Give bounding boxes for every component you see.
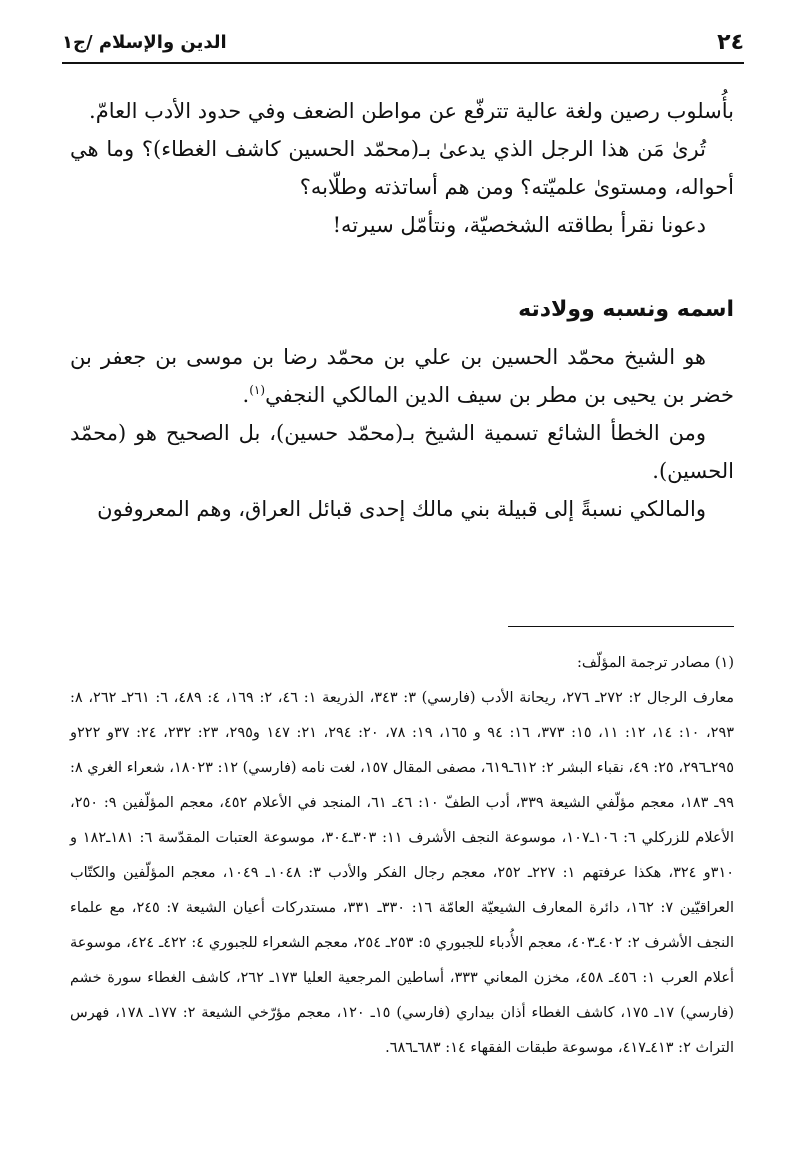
paragraph: بأُسلوب رصين ولغة عالية تترفّع عن مواطن الضعف وفي حدود الأدب العامّ. xyxy=(89,99,734,123)
main-text xyxy=(70,92,734,528)
footnote-marker[interactable]: (١) xyxy=(249,383,266,397)
footnote-body: معارف الرجال ٢: ٢٧٢ـ ٢٧٦، ريحانة الأدب (فارسي) ٣: ٣٤٣، الذريعة ١: ٤٦، ٢: ١٦٩، ٤: ٤٨٩، ٦: ٢٦١ـ ٢٦٢، ٨: ٢٩٣، ١٠: ١٤، ١٢: ١١، ١٥: ٣٧٣، ١٦: ٩٤ و ١٦٥، ١٩: ٧٨، ٢٠: ٢٩٤، ٢١: ١٤٧ و٢٩٥، ٢٣: ٢٣٢، ٢٤: ٣٧و ٢٢٢و ٢٩٥ـ٢٩٦، ٢٥: ٤٩، نقباء البشر ٢: ٦١٢ـ٦١٩، مصفى المقال ١٥٧، لغت نامه (فارسي) ١٢: ١٨٠٢٣، شعراء الغري ٨: ٩٩ـ ١٨٣، معجم مؤلّفي الشيعة ٣٣٩، أدب الطفّ ١٠: ٤٦ـ ٦١، المنجد في الأعلام ٤٥٢، معجم المؤلّفين ٩: ٢٥٠، الأعلام للزركلي ٦: ١٠٦ـ١٠٧، موسوعة النجف الأشرف ١١: ٣٠٣ـ٣٠٤، موسوعة العتبات المقدّسة ٦: ١٨١ـ١٨٢ و ٣١٠و ٣٢٤، هكذا عرفتهم ١: ٢٢٧ـ ٢٥٢، معجم رجال الفكر والأدب ٣: ١٠٤٨ـ ١٠٤٩، معجم المؤلّفين والكتّاب العراقيّين ٧: ١٦٢، دائرة المعارف الشيعيّة العامّة ١٦: ٣٣٠ـ ٣٣١، مستدركات أعيان الشيعة ٧: ٢٤٥، مع علماء النجف الأشرف ٢: ٤٠٢ـ٤٠٣، معجم الأُدباء للجبوري ٥: ٢٥٣ـ ٢٥٤، معجم الشعراء للجبوري ٤: ٤٢٢ـ ٤٢٤، موسوعة أعلام العرب ١: ٤٥٦ـ ٤٥٨، مخزن المعاني ٣٣٣، أساطين المرجعية العليا ١٧٣ـ ٢٦٢، كاشف الغطاء سورة خشم (فارسي) ١٧ـ ١٧٥، كاشف الغطاء أذان بيداري (فارسي) ١٥ـ ١٢٠، معجم مؤرّخي الشيعة ٢: ١٧٧ـ ١٧٨، فهرس التراث ٢: ٤١٣ـ٤١٧، موسوعة طبقات الفقهاء ١٤: ٦٨٣ـ٦٨٦. xyxy=(70,690,735,1056)
paragraph-text: هو الشيخ محمّد الحسين بن علي بن محمّد رضا بن موسى بن جعفر بن خضر بن يحيى بن مطر بن سيف الدين المالكي النجفي xyxy=(70,345,734,407)
paragraph: تُرىٰ مَن هذا الرجل الذي يدعىٰ بـ(محمّد الحسين كاشف الغطاء)؟ وما هي أحواله، ومستوىٰ علميّته؟ ومن هم أساتذته وطلّابه؟ xyxy=(70,137,734,199)
footnote-divider xyxy=(508,626,734,627)
paragraph xyxy=(70,338,734,414)
paragraph: دعونا نقرأ بطاقته الشخصيّة، ونتأمّل سيرته! xyxy=(332,213,706,237)
footnote-title: (١) مصادر ترجمة المؤلّف: xyxy=(577,655,734,671)
running-header xyxy=(62,28,744,64)
page-number: ٢٤ xyxy=(717,30,744,55)
paragraph: والمالكي نسبةً إلى قبيلة بني مالك إحدى قبائل العراق، وهم المعروفون xyxy=(97,497,706,521)
spacer xyxy=(70,244,734,282)
section-heading: اسمه ونسبه وولادته xyxy=(518,297,734,322)
book-title: الدين والإسلام /ج١ xyxy=(62,32,227,53)
footnotes xyxy=(70,646,734,1066)
paragraph: ومن الخطأ الشائع تسمية الشيخ بـ(محمّد حسين)، بل الصحيح هو (محمّد الحسين). xyxy=(70,421,734,483)
paragraph-end: . xyxy=(242,383,250,407)
